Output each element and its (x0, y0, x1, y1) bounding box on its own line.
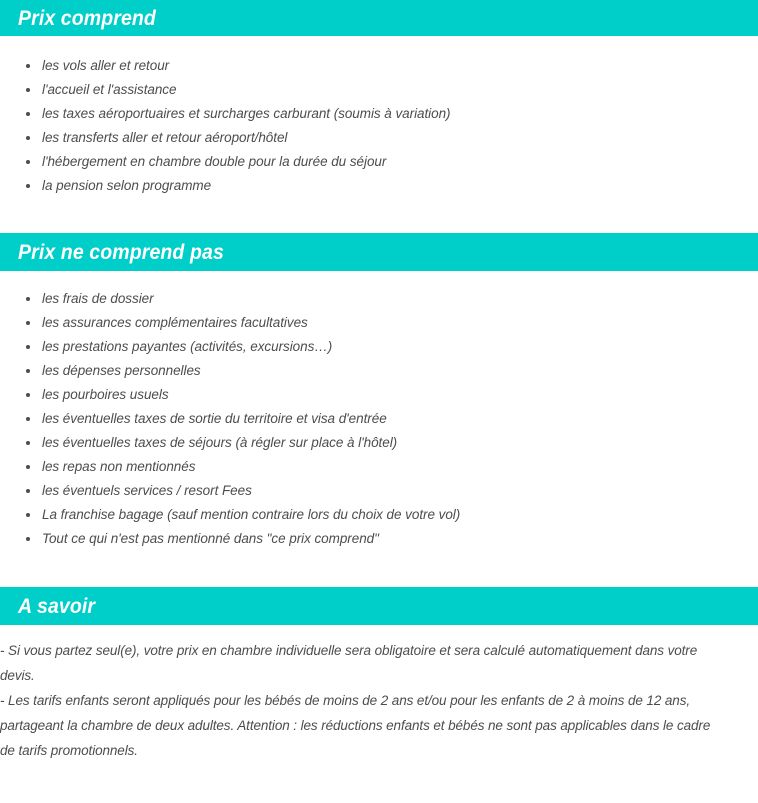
list-item-label: les prestations payantes (activités, excursions…) (42, 339, 333, 354)
list-item-label: les vols aller et retour (42, 58, 170, 73)
list-item (0, 174, 758, 198)
list-item-label: les éventuelles taxes de sortie du territoire et visa d'entrée (42, 411, 387, 426)
notes-area (0, 625, 758, 763)
included-list (0, 36, 758, 198)
list-item-label: les pourboires usuels (42, 387, 169, 402)
note-paragraph: - Si vous partez seul(e), votre prix en chambre individuelle sera obligatoire et sera calculé automatiquement dans votre devis. (0, 643, 698, 683)
section-spacer (0, 551, 758, 587)
list-item (0, 102, 758, 126)
bullet-icon (26, 489, 30, 493)
note-paragraph: - Les tarifs enfants seront appliqués pour les bébés de moins de 2 ans et/ou pour les enfants de 2 à moins de 12 ans, partageant la chambre de deux adultes. Attention : les réductions enfants et bébés ne sont pas applicables dans le cadre de tarifs promotionnels. (0, 693, 711, 758)
bullet-icon (26, 88, 30, 92)
list-item-label: les dépenses personnelles (42, 363, 201, 378)
bullet-icon (26, 112, 30, 116)
bullet-icon (26, 441, 30, 445)
bullet-icon (26, 393, 30, 397)
bullet-icon (26, 136, 30, 140)
list-item (0, 287, 758, 311)
list-item (0, 455, 758, 479)
list-item-label: la pension selon programme (42, 178, 212, 193)
list-item (0, 150, 758, 174)
bullet-icon (26, 321, 30, 325)
list-item-label: les frais de dossier (42, 291, 154, 306)
list-item (0, 311, 758, 335)
section-title-a-savoir: A savoir (18, 594, 96, 618)
bullet-icon (26, 513, 30, 517)
section-header-a-savoir (0, 587, 758, 625)
list-item-label: l'hébergement en chambre double pour la durée du séjour (42, 154, 387, 169)
bullet-icon (26, 160, 30, 164)
list-item-label: l'accueil et l'assistance (42, 82, 177, 97)
section-spacer (0, 198, 758, 233)
bullet-icon (26, 417, 30, 421)
list-item (0, 383, 758, 407)
bullet-icon (26, 345, 30, 349)
list-item-label: les transferts aller et retour aéroport/hôtel (42, 130, 288, 145)
section-title-prix-ne-comprend-pas: Prix ne comprend pas (18, 240, 224, 264)
list-item-label: La franchise bagage (sauf mention contraire lors du choix de votre vol) (42, 507, 461, 522)
list-item-label: Tout ce qui n'est pas mentionné dans "ce prix comprend" (42, 531, 379, 546)
bullet-icon (26, 537, 30, 541)
list-item-label: les assurances complémentaires facultatives (42, 315, 308, 330)
section-header-prix-ne-comprend-pas (0, 233, 758, 271)
bullet-icon (26, 465, 30, 469)
list-item (0, 431, 758, 455)
section-title-prix-comprend: Prix comprend (18, 6, 156, 30)
list-item (0, 359, 758, 383)
bullet-icon (26, 297, 30, 301)
bullet-icon (26, 184, 30, 188)
bullet-icon (26, 369, 30, 373)
list-item-label: les éventuelles taxes de séjours (à régler sur place à l'hôtel) (42, 435, 398, 450)
list-item (0, 335, 758, 359)
excluded-list (0, 271, 758, 551)
list-item-label: les repas non mentionnés (42, 459, 196, 474)
list-item-label: les éventuels services / resort Fees (42, 483, 252, 498)
list-item (0, 479, 758, 503)
list-item (0, 78, 758, 102)
list-item-label: les taxes aéroportuaires et surcharges carburant (soumis à variation) (42, 106, 451, 121)
section-header-prix-comprend (0, 0, 758, 36)
list-item (0, 54, 758, 78)
list-item (0, 527, 758, 551)
list-item (0, 503, 758, 527)
bullet-icon (26, 64, 30, 68)
list-item (0, 407, 758, 431)
list-item (0, 126, 758, 150)
